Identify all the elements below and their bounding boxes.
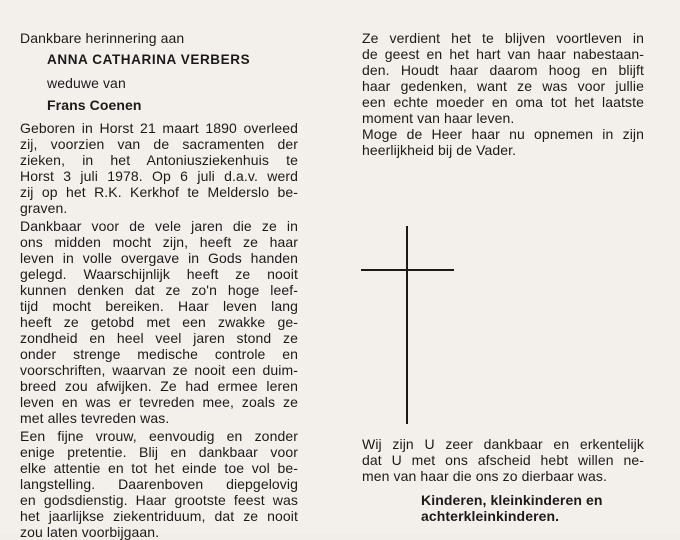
paragraph-line: Geboren in Horst 21 maart 1890 overleed	[20, 120, 298, 136]
paragraph-line: zieken, in het Antoniusziekenhuis te	[20, 152, 298, 168]
paragraph-line: Een fijne vrouw, eenvoudig en zonder	[20, 428, 298, 444]
paragraph-line: Dankbaar voor de vele jaren die ze in	[20, 218, 298, 234]
paragraph-line: ons midden mocht zijn, heeft ze haar	[20, 234, 298, 250]
paragraph-line: dat U met ons afscheid hebt willen ne-	[362, 452, 644, 468]
signature-line: achterkleinkinderen.	[421, 508, 560, 524]
paragraph-line: men van haar die ons zo dierbaar was.	[362, 468, 607, 484]
paragraph-line: zij op het R.K. Kerkhof te Melderslo be-	[20, 184, 298, 200]
paragraph-line: voorschriften, waarvan ze nooit een duim-	[20, 362, 298, 378]
paragraph-line: met alles tevreden was.	[20, 410, 170, 426]
intro-text: Dankbare herinnering aan	[20, 30, 185, 46]
relation-text: weduwe van	[47, 75, 126, 91]
paragraph-line: zij, voorzien van de sacramenten der	[20, 136, 298, 152]
signature-line: Kinderen, kleinkinderen en	[421, 492, 603, 508]
paragraph-line: zondheid en heel veel jaren stond ze	[20, 330, 298, 346]
deceased-name: ANNA CATHARINA VERBERS	[47, 52, 251, 67]
paragraph-line: Wij zijn U zeer dankbaar en erkentelijk	[362, 436, 644, 452]
paragraph-line: enige pretentie. Blij en dankbaar voor	[20, 444, 298, 460]
paragraph-line: gelegd. Waarschijnlijk heeft ze nooit	[20, 266, 298, 282]
cross-icon	[406, 226, 408, 424]
paragraph-line: Moge de Heer haar nu opnemen in zijn	[362, 126, 644, 142]
paragraph-line: zou laten voorbijgaan.	[20, 524, 160, 540]
paragraph-line: kunnen denken dat ze zo'n hoge leef-	[20, 282, 298, 298]
cross-icon-bar	[361, 269, 454, 271]
paragraph-line: den. Houdt haar daarom hoog en blijft	[362, 62, 644, 78]
paragraph-line: leven en was er tevreden mee, zoals ze	[20, 394, 298, 410]
paragraph-line: de geest en het hart van haar nabestaan-	[362, 46, 644, 62]
paragraph-line: onder strenge medische controle en	[20, 346, 298, 362]
paragraph-line: heeft ze getobd met een zwakke ge-	[20, 314, 298, 330]
paragraph-line: haar gedenken, want ze was voor jullie	[362, 78, 644, 94]
spouse-name: Frans Coenen	[47, 97, 142, 113]
paragraph-line: Horst 3 juli 1978. Op 6 juli d.a.v. werd	[20, 168, 298, 184]
paragraph-line: breed zou afwijken. Ze had ermee leren	[20, 378, 298, 394]
paragraph-line: het jaarlijkse ziekentriduum, dat ze nooit	[20, 508, 298, 524]
paragraph-line: en godsdienstig. Haar grootste feest was	[20, 492, 298, 508]
paragraph-line: een echte moeder en oma tot het laatste	[362, 94, 644, 110]
paragraph-line: langstelling. Daarenboven diepgelovig	[20, 476, 298, 492]
paragraph-line: Ze verdient het te blijven voortleven in	[362, 30, 644, 46]
paragraph-line: moment van haar leven.	[362, 110, 515, 126]
paragraph-line: heerlijkheid bij de Vader.	[362, 142, 517, 158]
paragraph-line: elke attentie en tot het einde toe vol be-	[20, 460, 298, 476]
paragraph-line: tijd mocht bereiken. Haar leven lang	[20, 298, 298, 314]
paragraph-line: graven.	[20, 200, 68, 216]
paragraph-line: leven in volle overgave in Gods handen	[20, 250, 298, 266]
